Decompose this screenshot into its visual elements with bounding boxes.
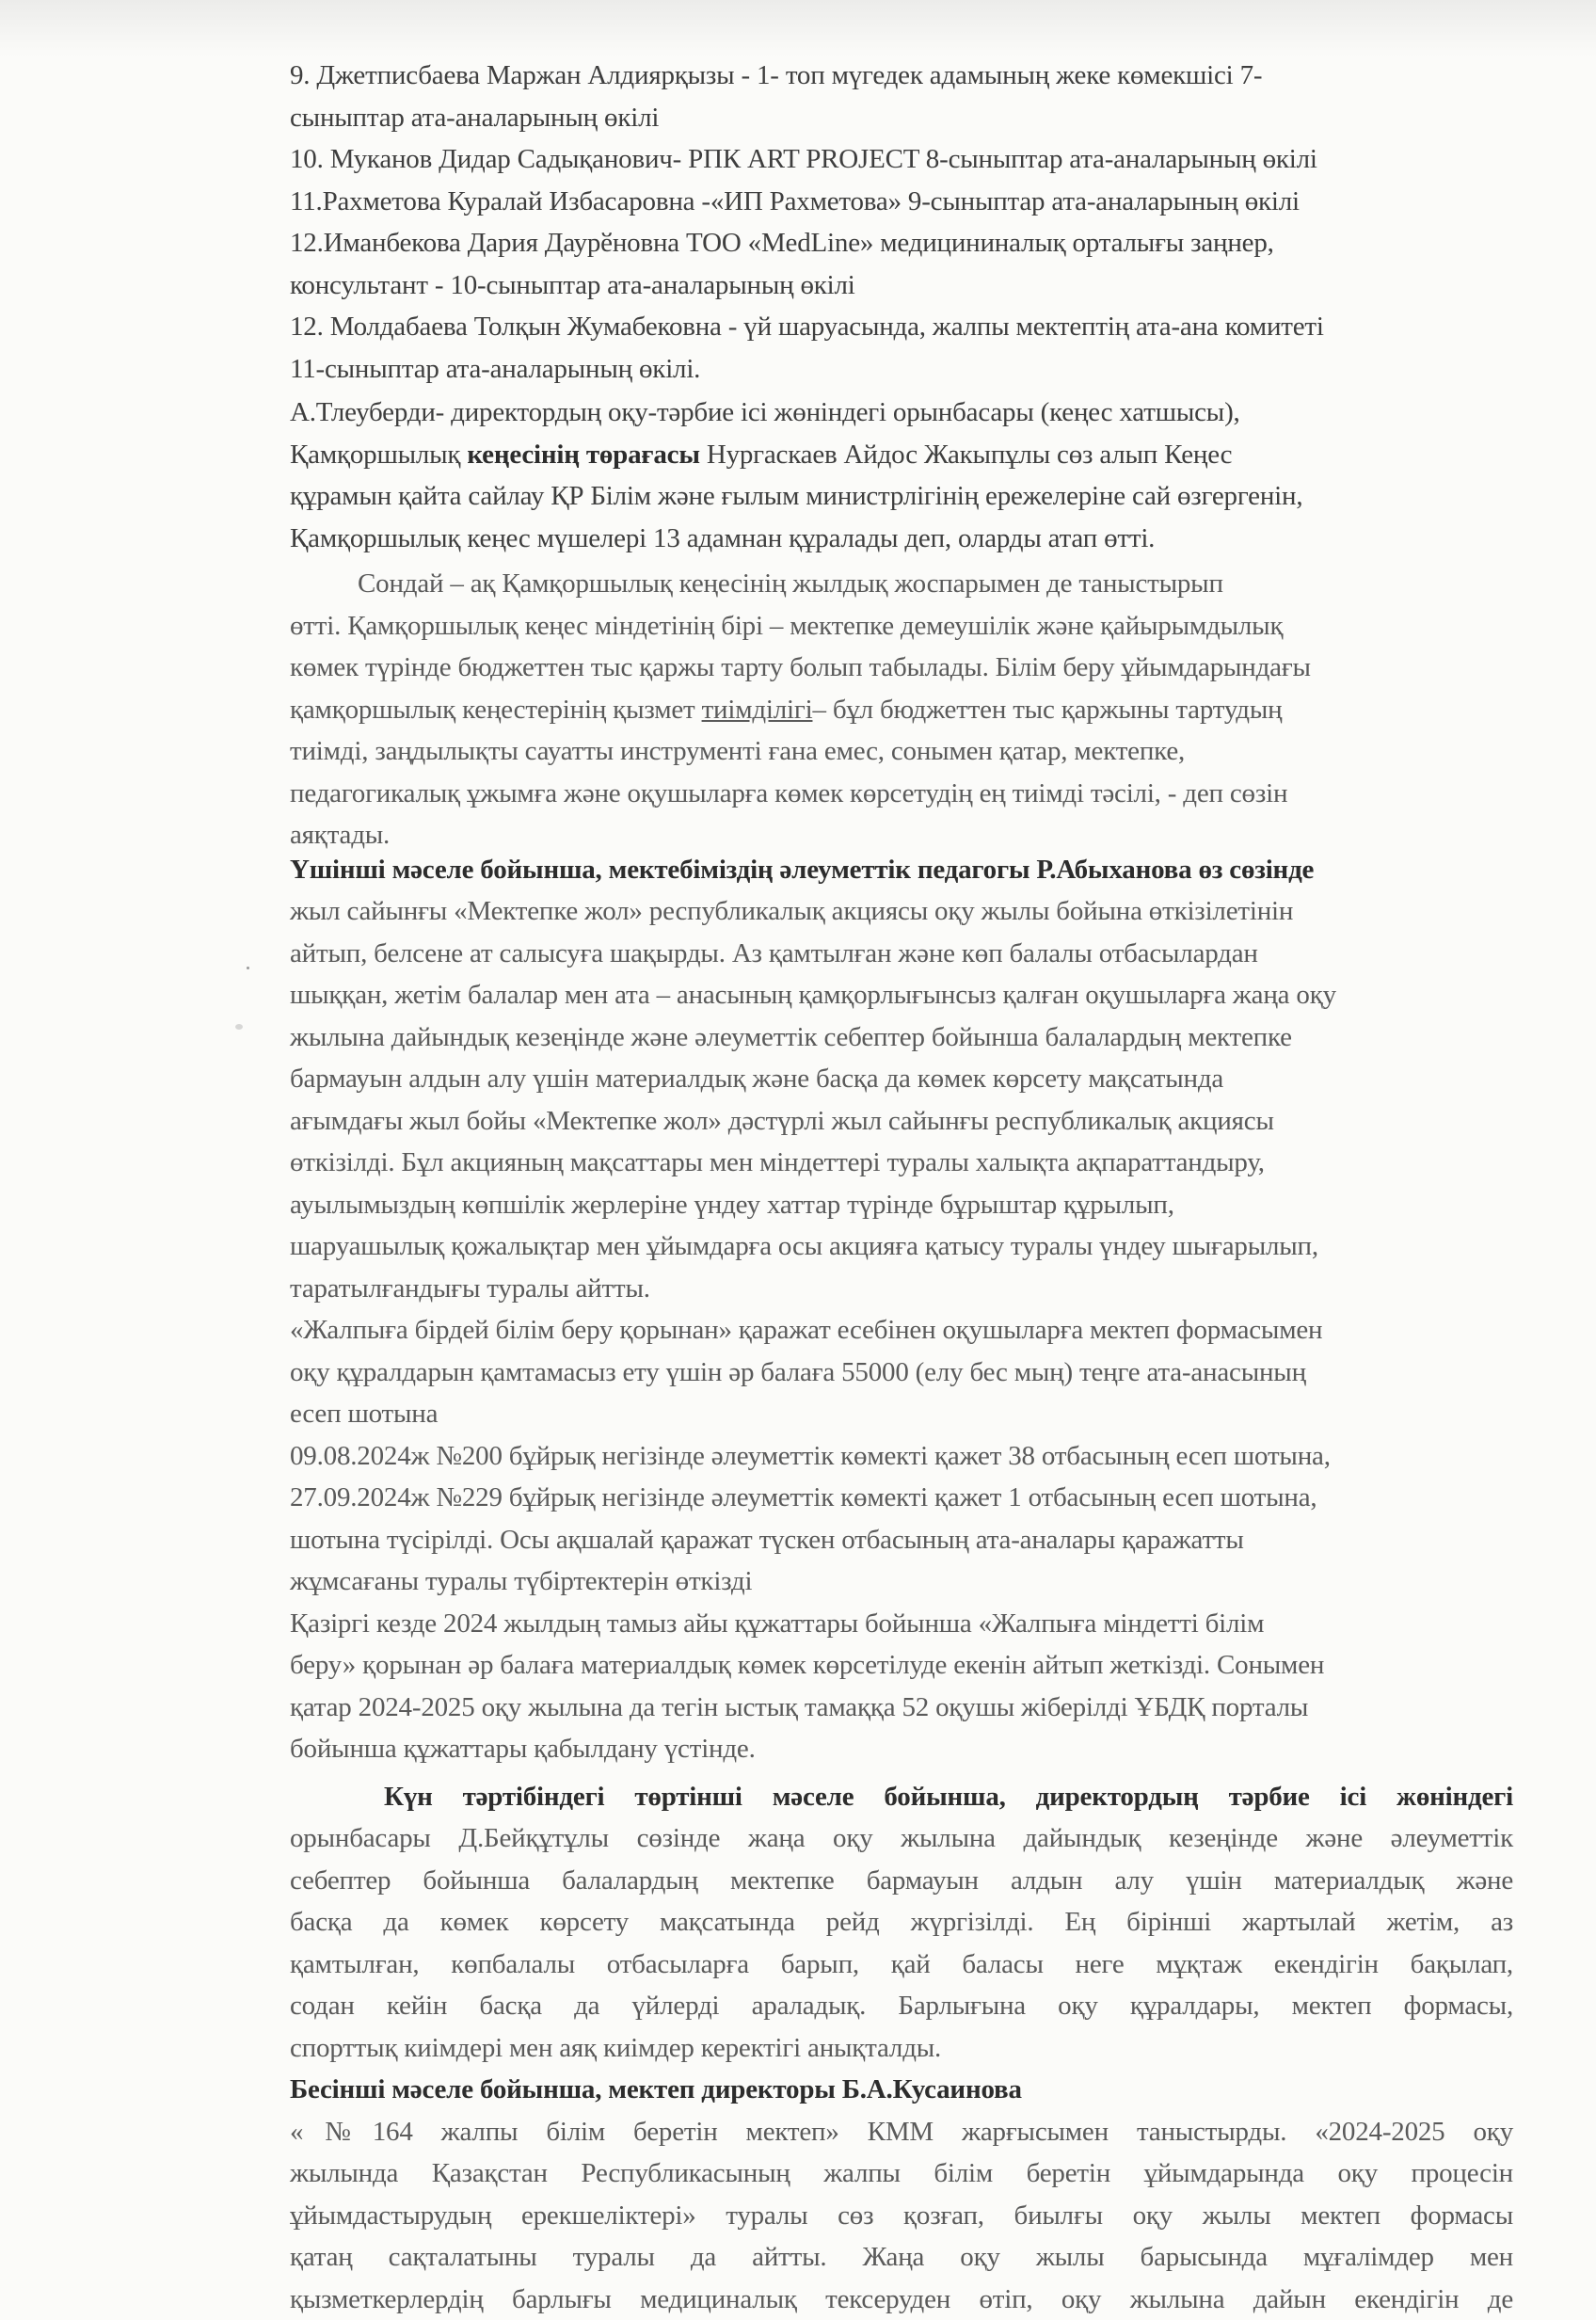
paragraph-line: қатар 2024-2025 оқу жылына да тегін ыстық тамаққа 52 оқушы жіберілді ҰБДҚ порталы: [290, 1687, 1513, 1729]
scan-top-shadow: [0, 0, 1596, 56]
member-item: 9. Джетписбаева Маржан Алдиярқызы - 1- топ мүгедек адамының жеке көмекшісі 7-: [290, 55, 1513, 97]
paragraph-line: басқа да көмек көрсету мақсатында рейд жүргізілді. Ең бірінші жартылай жетім, аз: [290, 1901, 1513, 1944]
paragraph-line: қатаң сақталатыны туралы да айтты. Жаңа оқу жылы барысында мұғалімдер мен: [290, 2236, 1513, 2279]
paragraph-line: ауылымыздың көпшілік жерлеріне үндеу хаттар түрінде бұрыштар құрылып,: [290, 1184, 1513, 1226]
paragraph-line: себептер бойынша балалардың мектепке бармауын алдын алу үшін материалдық және: [290, 1860, 1513, 1902]
paragraph-line: Қамқоршылық кеңес мүшелері 13 адамнан құралады деп, оларды атап өтті.: [290, 518, 1513, 560]
paragraph-line: ұйымдастырудың ерекшеліктері» туралы сөз қозғап, биылғы оқу жылы мектеп формасы: [290, 2195, 1513, 2237]
text-span: Қамқоршылық: [290, 440, 467, 470]
paragraph-line: өткізілді. Бұл акцияның мақсаттары мен міндеттері туралы халықта ақпараттандыру,: [290, 1142, 1513, 1184]
paragraph-line: ағымдағы жыл бойы «Мектепке жол» дәстүрлі жыл сайынғы республикалық акциясы: [290, 1100, 1513, 1143]
paragraph-line: 27.09.2024ж №229 бұйрық негізінде әлеуметтік көмекті қажет 1 отбасының есеп шотына,: [290, 1477, 1513, 1519]
paragraph-line: қамтылған, көпбалалы отбасыларға барып, қай баласы неге мұқтаж екендігін бақылап,: [290, 1944, 1513, 1986]
paragraph-line: жұмсағаны туралы түбіртектерін өткізді: [290, 1560, 1513, 1603]
paragraph-line: содан кейін басқа да үйлерді араладық. Барлығына оқу құралдары, мектеп формасы,: [290, 1985, 1513, 2027]
paragraph-line: шыққан, жетім балалар мен ата – анасының қамқорлығынсыз қалған оқушыларға жаңа оқу: [290, 974, 1513, 1016]
fourth-issue-section: [290, 1776, 1513, 2070]
paragraph-line: айтып, белсене ат салысуға шақырды. Аз қамтылған және көп балалы отбасылардан: [290, 933, 1513, 975]
paragraph-line: жыл сайынғы «Мектепке жол» республикалық акциясы оқу жылы бойына өткізілетінін: [290, 890, 1513, 933]
paragraph-line: педагогикалық ұжымға және оқушыларға көмек көрсетудің ең тиімді тәсілі, - деп сөзін: [290, 773, 1513, 815]
paragraph-line: «Жалпыға бірдей білім беру қорынан» қаражат есебінен оқушыларға мектеп формасымен: [290, 1309, 1513, 1352]
member-item-cont: консультант - 10-сыныптар ата-аналарының өкілі: [290, 264, 1513, 307]
section-heading: Үшінші мәселе бойынша, мектебіміздің әлеуметтік педагогы Р.Абыханова өз сөзінде: [290, 849, 1513, 891]
paragraph-line: А.Тлеуберди- директордың оқу-тәрбие ісі жөніндегі орынбасары (кеңес хатшысы),: [290, 392, 1513, 434]
paragraph-line: шотына түсірілді. Осы ақшалай қаражат түскен отбасының ата-аналары қаражатты: [290, 1519, 1513, 1561]
paragraph-line: орынбасары Д.Бейқұтұлы сөзінде жаңа оқу жылына дайындық кезеңінде және әлеуметтік: [290, 1817, 1513, 1860]
paragraph-line: Қазіргі кезде 2024 жылдың тамыз айы құжаттары бойынша «Жалпыға міндетті білім: [290, 1603, 1513, 1645]
paragraph-line: есеп шотына: [290, 1393, 1513, 1435]
paragraph-line: көмек түрінде бюджеттен тыс қаржы тарту болып табылады. Білім беру ұйымдарындағы: [290, 647, 1513, 689]
member-item-cont: сыныптар ата-аналарының өкілі: [290, 97, 1513, 139]
member-item: 12. Молдабаева Толқын Жумабековна - үй шаруасында, жалпы мектептің ата-ана комитеті: [290, 306, 1513, 348]
paragraph-line: беру» қорынан әр балаға материалдық көмек көрсетілуде екенін айтып жеткізді. Сонымен: [290, 1644, 1513, 1687]
paragraph-line: таратылғандығы туралы айтты.: [290, 1268, 1513, 1310]
paragraph-line: [290, 689, 1513, 731]
funding-paragraph: [290, 1309, 1513, 1770]
third-issue-section: [290, 849, 1513, 1310]
bold-text: кеңесінің төрағасы: [467, 440, 699, 470]
paragraph-line: бойынша құжаттары қабылдану үстінде.: [290, 1728, 1513, 1770]
paragraph-line: жылында Қазақстан Республикасының жалпы білім беретін ұйымдарында оқу процесін: [290, 2152, 1513, 2195]
plan-paragraph: [290, 563, 1513, 856]
member-item: 11.Рахметова Куралай Избасаровна -«ИП Рахметова» 9-сыныптар ата-аналарының өкілі: [290, 181, 1513, 223]
paragraph-line: оқу құралдарын қамтамасыз ету үшін әр балаға 55000 (елу бес мың) теңге ата-анасының: [290, 1352, 1513, 1394]
member-item: 10. Муканов Дидар Садықанович- РПК ART PROJECT 8-сыныптар ата-аналарының өкілі: [290, 138, 1513, 181]
member-item-cont: 11-сыныптар ата-аналарының өкілі.: [290, 348, 1513, 391]
paragraph-line: өтті. Қамқоршылық кеңес міндетінің бірі – мектепке демеушілік және қайырымдылық: [290, 605, 1513, 648]
paragraph-line: қызметкерлердің барлығы медициналық тексеруден өтіп, оқу жылына дайын екендігін де: [290, 2279, 1513, 2320]
paragraph-line: жылына дайындық кезеңінде және әлеуметтік себептер бойынша балалардың мектепке: [290, 1016, 1513, 1059]
section-heading: Күн тәртібіндегі төртінші мәселе бойынша, директордың тәрбие ісі жөніндегі: [290, 1776, 1513, 1818]
member-item: 12.Иманбекова Дария Даурӗновна ТОО «MedLine» медицининалық орталығы заңнер,: [290, 222, 1513, 264]
document-body: [290, 55, 1513, 2320]
paragraph-line: 09.08.2024ж №200 бұйрық негізінде әлеуметтік көмекті қажет 38 отбасының есеп шотына,: [290, 1435, 1513, 1478]
scan-speck: [235, 1024, 243, 1030]
paragraph-line: Сондай – ақ Қамқоршылық кеңесінің жылдық жоспарымен де таныстырып: [290, 563, 1513, 605]
underlined-text: тиімділігі: [702, 695, 813, 725]
text-span: қамқоршылық кеңестерінің қызмет: [290, 695, 702, 725]
secretary-paragraph: [290, 392, 1513, 559]
paragraph-line: құрамын қайта сайлау ҚР Білім және ғылым министрлігінің ережелеріне сай өзгергенін,: [290, 475, 1513, 518]
section-heading: Бесінші мәселе бойынша, мектеп директоры Б.А.Кусаинова: [290, 2069, 1513, 2111]
paragraph-line: «№164 жалпы білім беретін мектеп» КММ жарғысымен таныстырды. «2024-2025 оқу: [290, 2111, 1513, 2153]
member-list: [290, 55, 1513, 390]
text-span: – бұл бюджеттен тыс қаржыны тартудың: [812, 695, 1282, 725]
scan-speck: [247, 967, 249, 969]
paragraph-line: аяқтады.: [290, 814, 1513, 856]
fifth-issue-section: [290, 2069, 1513, 2320]
paragraph-line: [290, 434, 1513, 476]
paragraph-line: шаруашылық қожалықтар мен ұйымдарға осы акцияға қатысу туралы үндеу шығарылып,: [290, 1225, 1513, 1268]
paragraph-line: бармауын алдын алу үшін материалдық және басқа да көмек көрсету мақсатында: [290, 1058, 1513, 1100]
paragraph-line: спорттық киімдері мен аяқ киімдер керектігі анықталды.: [290, 2027, 1513, 2070]
paragraph-line: тиімді, заңдылықты сауатты инструменті ғана емес, сонымен қатар, мектепке,: [290, 730, 1513, 773]
text-span: Нургаскаев Айдос Жакыпұлы сөз алып Кеңес: [700, 440, 1233, 470]
